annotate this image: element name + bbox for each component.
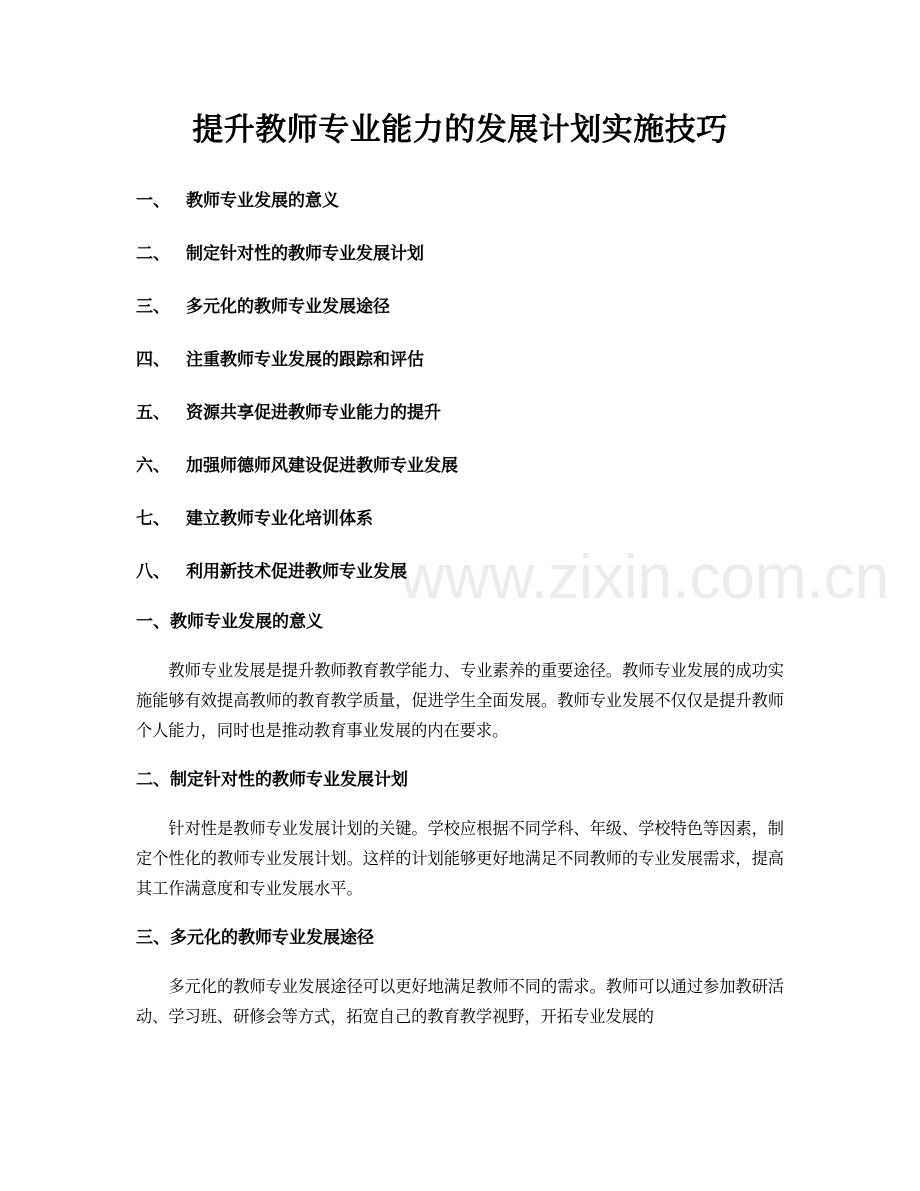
toc-item-number: 三、 <box>136 297 170 317</box>
section-paragraph: 多元化的教师专业发展途径可以更好地满足教师不同的需求。教师可以通过参加教研活动、学习班、研修会等方式，拓宽自己的教育教学视野，开拓专业发展的 <box>136 977 784 1026</box>
toc-item-text: 资源共享促进教师专业能力的提升 <box>186 403 441 423</box>
toc-item-number: 一、 <box>136 191 170 211</box>
toc-item <box>136 503 458 556</box>
toc-item-number: 六、 <box>136 456 170 476</box>
toc-item <box>136 291 458 344</box>
toc-item <box>136 185 458 238</box>
document-body <box>136 606 784 1050</box>
page-title: 提升教师专业能力的发展计划实施技巧 <box>192 112 728 148</box>
toc-item-text: 多元化的教师专业发展途径 <box>186 297 390 317</box>
toc-item-number: 四、 <box>136 350 170 370</box>
section-paragraph: 针对性是教师专业发展计划的关键。学校应根据不同学科、年级、学校特色等因素，制定个性化的教师专业发展计划。这样的计划能够更好地满足不同教师的专业发展需求，提高其工作满意度和专业发展水平。 <box>136 819 784 898</box>
toc-item-number: 二、 <box>136 244 170 264</box>
section-heading: 一、教师专业发展的意义 <box>136 612 323 632</box>
toc-item-text: 注重教师专业发展的跟踪和评估 <box>186 350 424 370</box>
toc-item <box>136 344 458 397</box>
toc-item-text: 加强师德师风建设促进教师专业发展 <box>186 456 458 476</box>
section-paragraph: 教师专业发展是提升教师教育教学能力、专业素养的重要途径。教师专业发展的成功实施能够有效提高教师的教育教学质量，促进学生全面发展。教师专业发展不仅仅是提升教师个人能力，同时也是推动教育事业发展的内在要求。 <box>136 661 784 740</box>
toc-item <box>136 238 458 291</box>
section-heading: 二、制定针对性的教师专业发展计划 <box>136 770 408 790</box>
toc-item-number: 五、 <box>136 403 170 423</box>
toc-item <box>136 450 458 503</box>
table-of-contents <box>136 185 458 609</box>
toc-item <box>136 556 458 609</box>
toc-item-text: 制定针对性的教师专业发展计划 <box>186 244 424 264</box>
toc-item-number: 七、 <box>136 509 170 529</box>
toc-item-text: 建立教师专业化培训体系 <box>186 509 373 529</box>
watermark: www.zixin.com.cn <box>400 543 890 612</box>
toc-item-text: 利用新技术促进教师专业发展 <box>186 562 407 582</box>
toc-item <box>136 397 458 450</box>
toc-item-text: 教师专业发展的意义 <box>186 191 339 211</box>
section-heading: 三、多元化的教师专业发展途径 <box>136 928 374 948</box>
toc-item-number: 八、 <box>136 562 170 582</box>
